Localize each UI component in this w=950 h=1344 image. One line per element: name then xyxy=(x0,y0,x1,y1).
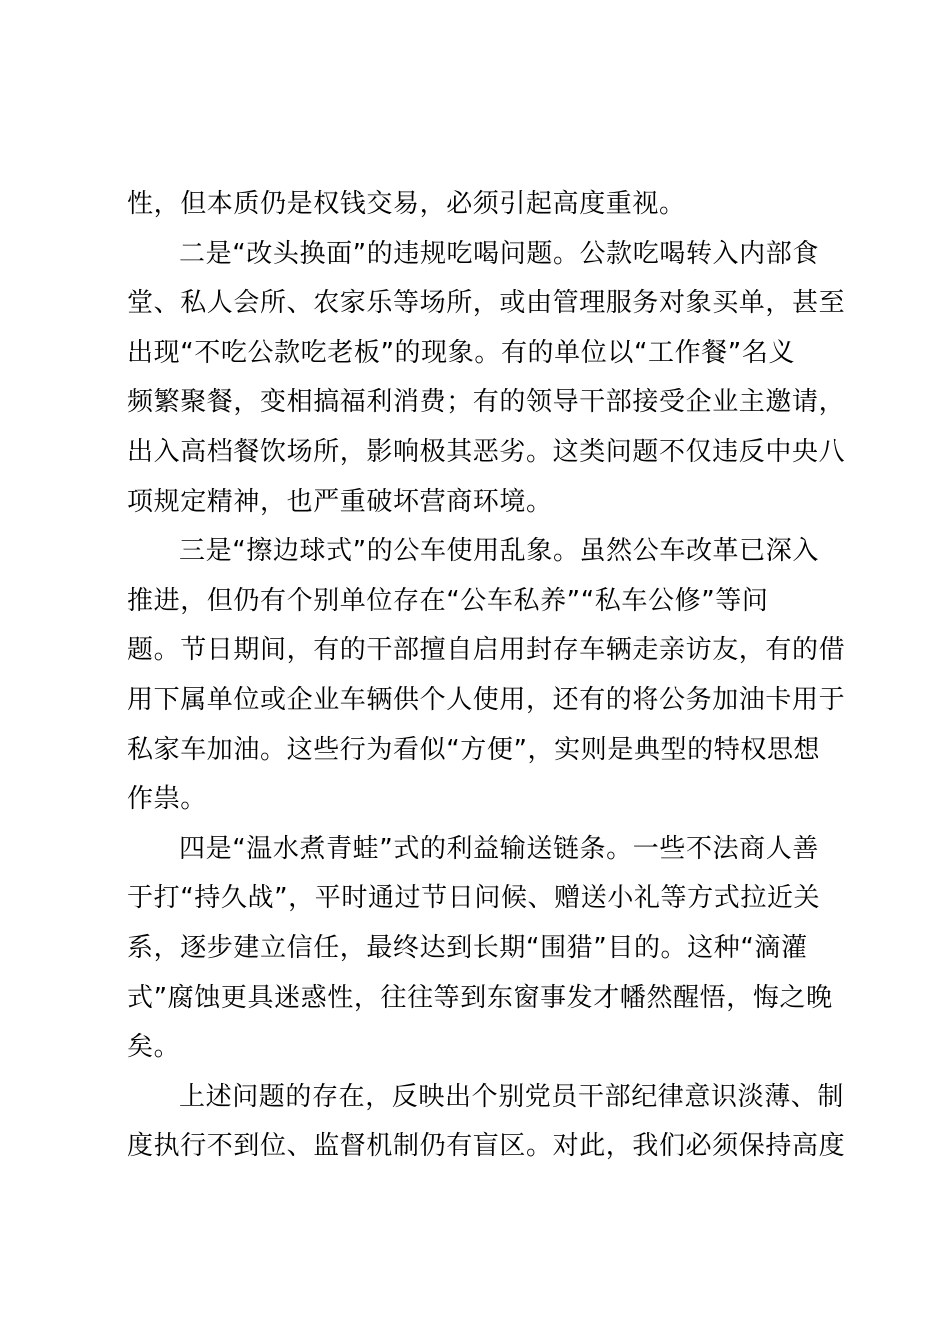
document-body xyxy=(127,180,846,1172)
text-line: 性，但本质仍是权钱交易，必须引起高度重视。 xyxy=(127,189,686,219)
paragraph-start-line: 四是“温水煮青蛙”式的利益输送链条。一些不法商人善 xyxy=(179,833,819,864)
text-line: 私家车加油。这些行为看似“方便”，实则是典型的特权思想 xyxy=(127,734,821,765)
paragraph-start-line: 上述问题的存在，反映出个别党员干部纪律意识淡薄、制 xyxy=(179,1081,845,1112)
text-line: 出现“不吃公款吃老板”的现象。有的单位以“工作餐”名义 xyxy=(127,337,796,368)
text-line: 堂、私人会所、农家乐等场所，或由管理服务对象买单，甚至 xyxy=(127,288,846,319)
text-line: 频繁聚餐，变相搞福利消费；有的领导干部接受企业主邀请， xyxy=(127,387,846,418)
text-line: 系，逐步建立信任，最终达到长期“围猎”目的。这种“滴灌 xyxy=(127,932,808,963)
text-line: 项规定精神，也严重破坏营商环境。 xyxy=(127,486,553,517)
text-line: 推进，但仍有个别单位存在“公车私养”“私车公修”等问 xyxy=(127,585,769,616)
text-line: 矣。 xyxy=(127,1032,181,1063)
text-line: 题。节日期间，有的干部擅自启用封存车辆走亲访友，有的借 xyxy=(127,635,846,666)
text-line: 度执行不到位、监督机制仍有盲区。对此，我们必须保持高度 xyxy=(127,1131,846,1162)
text-line: 作祟。 xyxy=(127,784,207,815)
text-line: 式”腐蚀更具迷惑性，往往等到东窗事发才幡然醒悟，悔之晚 xyxy=(127,982,833,1013)
text-line: 用下属单位或企业车辆供个人使用，还有的将公务加油卡用于 xyxy=(127,684,846,715)
text-line: 于打“持久战”，平时通过节日问候、赠送小礼等方式拉近关 xyxy=(127,883,821,914)
paragraph-start-line: 二是“改头换面”的违规吃喝问题。公款吃喝转入内部食 xyxy=(179,238,819,269)
text-line: 出入高档餐饮场所，影响极其恶劣。这类问题不仅违反中央八 xyxy=(127,436,846,467)
paragraph-start-line: 三是“擦边球式”的公车使用乱象。虽然公车改革已深入 xyxy=(179,536,819,567)
